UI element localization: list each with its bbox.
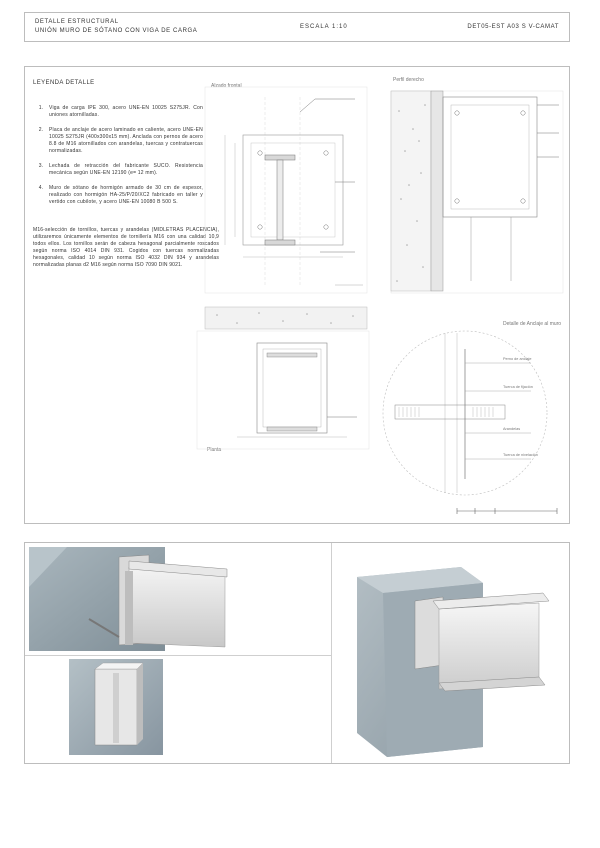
anchor-label-washers: Arandelas: [503, 427, 521, 431]
legend-note: M16-selección de tornillos, tuercas y arandelas (MIDLETRAS PLACENCIA), utilizaremos únicamente elementos de tornillería M16 con una calidad 10,9 todos ellos. Los tornillos serán de cabeza hexagonal parcialmente roscados según norma ISO 4014 DIN 931. Cogidos con tuercas normalizadas hexagonales, calidad 10 según norma ISO 4032 DIN 934 y arandelas normalizadas planas d2 M16 según norma ISO 7090 DIN 9021.: [33, 227, 219, 268]
drawing-sheet: [24, 66, 570, 524]
graphic-scale-bar: [455, 505, 565, 519]
anchor-label-leveling-nut: Tuerca de nivelación: [503, 453, 538, 457]
legend-item-number: 2.: [38, 127, 44, 133]
legend-item-number: 3.: [38, 163, 44, 169]
legend-list: [33, 105, 203, 214]
legend-item: [33, 163, 203, 177]
render-panel: [24, 542, 570, 764]
drawing-title: [35, 18, 197, 36]
anchor-label-fixing-nut: Tuerca de fijación: [503, 385, 533, 389]
legend-item-text: Viga de carga IPE 300, acero UNE-EN 10025 S275JR. Con uniones atornilladas.: [49, 105, 203, 118]
render-divider-horizontal: [25, 655, 331, 656]
front-elevation-drawing: [205, 87, 367, 293]
render-closeup-image: [29, 547, 229, 651]
legend-item-number: 4.: [38, 185, 44, 191]
anchor-detail-label: Detalle de Anclaje al muro: [503, 321, 562, 327]
anchor-label-bolt: Perno de anclaje: [503, 357, 532, 361]
legend-item: [33, 105, 203, 119]
title-block: [24, 12, 570, 42]
plan-view-drawing: [197, 305, 369, 455]
legend-item: [33, 127, 203, 155]
drawing-scale: ESCALA 1:10: [300, 24, 348, 30]
drawing-title-line2: UNIÓN MURO DE SÓTANO CON VIGA DE CARGA: [35, 28, 198, 34]
legend-item-number: 1.: [38, 105, 44, 111]
right-view-label: Perfil derecho: [393, 77, 424, 83]
legend-item-text: Placa de anclaje de acero laminado en caliente, acero UNE-EN 10025 S275JR (400x300x15 mm). Anclada con pernos de acero 8.8 de M16 atornillados con arandelas, tuercas y contratuercas normalizadas.: [49, 127, 203, 154]
front-view-label: Alzado frontal: [211, 83, 242, 89]
render-isometric-image: [69, 659, 173, 761]
right-profile-drawing: [391, 81, 563, 293]
render-divider-vertical: [331, 543, 332, 763]
drawing-title-line1: DETALLE ESTRUCTURAL: [35, 19, 119, 25]
legend-item-text: Lechada de retracción del fabricante SUCO. Resistencia mecánica según UNE-EN 12190 (e= 12 mm).: [49, 163, 203, 176]
drawing-code: DET05-EST A03 S V-CAMAT: [467, 24, 559, 30]
anchor-detail-drawing: [381, 329, 549, 497]
plan-view-label: Planta: [207, 447, 222, 453]
legend-title: LEYENDA DETALLE: [33, 80, 95, 86]
legend-item-text: Muro de sótano de hormigón armado de 30 cm de espesor, realizado con hormigón HA-25/P/20/XC2 fabricado en taller y vertido con cubilote, y acero UNE-EN 10080 B 500 S.: [49, 185, 203, 205]
legend-item: [33, 185, 203, 206]
render-large-image: [343, 557, 565, 759]
